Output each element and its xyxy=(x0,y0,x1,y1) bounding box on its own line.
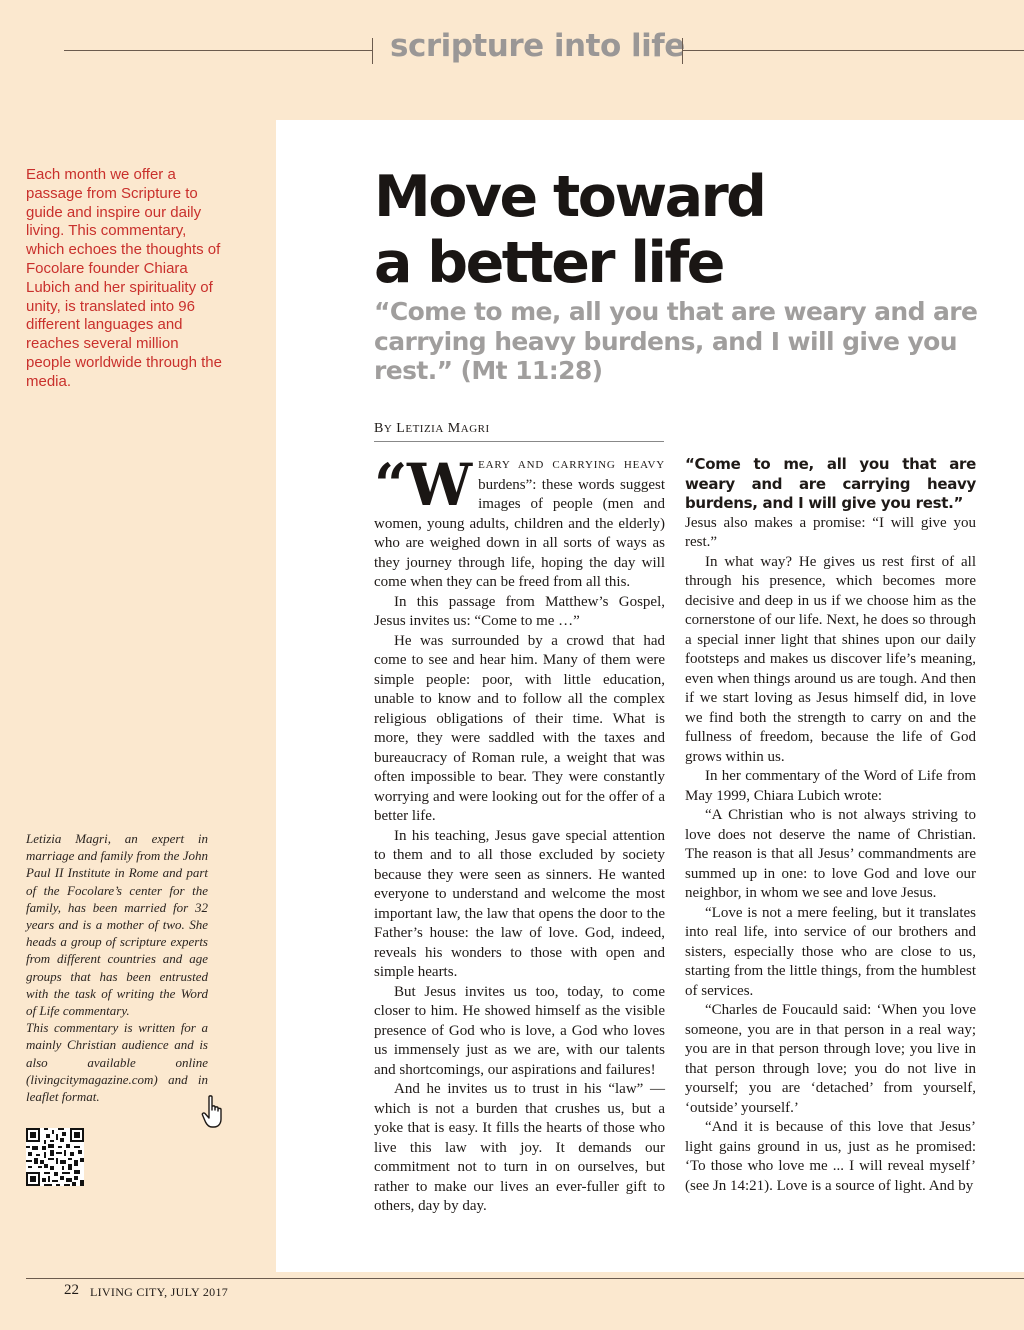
page-number: 22 xyxy=(64,1282,79,1298)
author-bio-text: Letizia Magri, an expert in marriage and family from the John Paul II Institute in Rome and part of the Focolare’s center for the family, has been married for 32 years and is a mother of two. She heads a group of scripture experts from different countries and age groups that has been entrusted with the task of writing the Word of Life commentary. xyxy=(26,831,208,1019)
body-paragraph: In her commentary of the Word of Life from May 1999, Chiara Lubich wrote: xyxy=(685,768,976,804)
opening-small-caps: EARY AND CARRYING HEAVY xyxy=(478,459,665,471)
header-rule-right xyxy=(682,50,1024,51)
header-rule-left xyxy=(64,50,372,51)
section-header xyxy=(0,0,1024,100)
header-tick-left xyxy=(372,38,373,64)
body-paragraph: And he invites us to trust in his “law” — which is not a burden that crushes us, but a yoke that is easy. It fills the hearts of those who live this law with joy. It demands our commitment not to turn in on ourselves, but rather to make our lives an ever-fuller gift to others, day by day. xyxy=(374,1081,665,1214)
body-paragraph: “And it is because of this love that Jesus’ light gains ground in us, just as he promised: ‘To those who love me ... I will reveal myself’ (see Jn 14:21). Love is a source of light. And by xyxy=(685,1119,976,1194)
pointing-hand-icon[interactable] xyxy=(200,1094,230,1130)
section-title: scripture into life xyxy=(390,28,685,64)
body-paragraph: In what way? He gives us rest first of all through his presence, which becomes more decisive and deep in us if we choose him as the cornerstone of our life. Next, he does so through a special inner light that shines upon our daily footsteps and makes us discover life’s meaning, even when things around us are tough. And then if we start loving as Jesus himself did, in love we find both the strength to carry on and the fullness of freedom, because the life of God grows within us. xyxy=(685,553,976,765)
article-headline xyxy=(374,164,974,296)
intro-blurb: Each month we offer a passage from Scripture to guide and inspire our daily living. This commentary, which echoes the thoughts of Focolare founder Chiara Lubich and her spirituality of unity, is translated into 96 different languages and reaches several million people worldwide through the media. xyxy=(26,166,222,390)
body-paragraph: But Jesus invites us too, today, to come closer to him. He showed himself as the visible presence of God who is love, a God who loves us immensely just as we are, with our talents and shortcomings, our aspirations and failures! xyxy=(374,983,665,1078)
availability-note: This commentary is written for a mainly Christian audience and is also available online (livingcitymagazine.com) and in leaflet format. xyxy=(26,1020,208,1105)
qr-code[interactable] xyxy=(26,1128,84,1186)
article-column-1 xyxy=(374,451,665,1217)
author-bio xyxy=(26,830,208,1105)
pull-quote: “Come to me, all you that are weary and are carrying heavy burdens, and I will give you rest.” xyxy=(685,455,976,512)
article-column-2 xyxy=(685,455,976,1196)
opening-paragraph: “WEARY AND CARRYING HEAVY burdens”: these words suggest images of people (men and women, young adults, children and the elderly) who are weighed down in all sorts of ways as they journey through life, hoping the day will come when they can be freed from all this. xyxy=(374,451,665,590)
body-paragraph: In his teaching, Jesus gave special attention to them and to all those excluded by society because they were seen as sinners. He wanted everyone to understand and welcome the most important law, the law that opens the door to the Father’s house: the law of love. God, indeed, reveals his wonders to those with open and simple hearts. xyxy=(374,827,665,980)
byline: BY LETIZIA MAGRI xyxy=(374,421,664,442)
drop-cap: “W xyxy=(374,451,471,519)
body-paragraph: In this passage from Matthew’s Gospel, Jesus invites us: “Come to me …” xyxy=(374,593,665,629)
body-paragraph: He was surrounded by a crowd that had come to see and hear him. Many of them were simple people: poor, with little education, unable to know and to follow all the complex religious obligations of their time. What is more, they were saddled with the taxes and bureaucracy of Roman rule, a weight that was often impossible to bear. They were constantly worrying and were looking out for the offer of a better life. xyxy=(374,632,665,824)
body-paragraph: “Love is not a mere feeling, but it translates into real life, into service of our brothers and sisters, especially those who are close to us, starting from the little things, from the humblest of services. xyxy=(685,904,976,999)
headline-line-1: Move toward xyxy=(374,164,765,230)
magazine-issue: LIVING CITY, JULY 2017 xyxy=(90,1285,229,1299)
headline-line-2: a better life xyxy=(374,230,723,296)
header-tick-right xyxy=(682,38,683,64)
article-subhead: “Come to me, all you that are weary and are carrying heavy burdens, and I will give you rest.” (Mt 11:28) xyxy=(374,297,978,385)
body-paragraph: “Charles de Foucauld said: ‘When you love someone, you are in that person in a real way; you are in that person through love; you live in that person through love; you do not live in yourself; you are ‘detached’ from yourself, ‘outside’ yourself.’ xyxy=(685,1002,976,1116)
footer-rule xyxy=(26,1278,1024,1279)
body-paragraph: “A Christian who is not always striving to love does not deserve the name of Christian. The reason is that all Jesus’ commandments are summed up in one: to love God and love our neighbor, in whom we see and love Jesus. xyxy=(685,807,976,901)
body-paragraph: Jesus also makes a promise: “I will give you rest.” xyxy=(685,514,976,550)
